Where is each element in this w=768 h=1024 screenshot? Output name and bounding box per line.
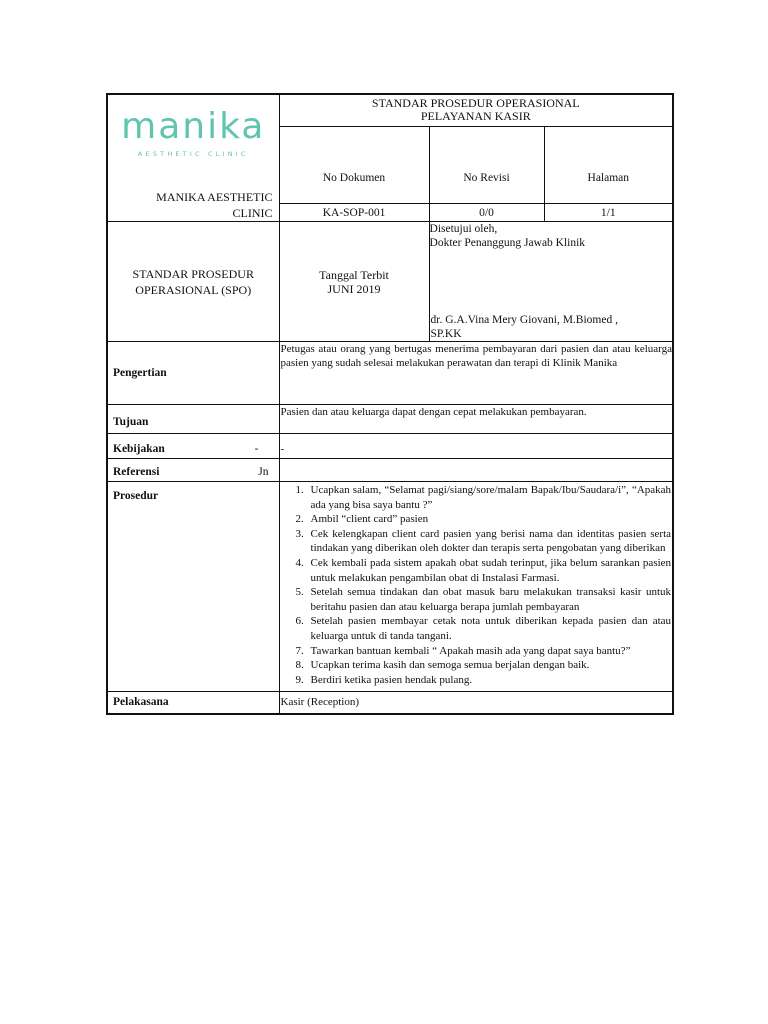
prosedur-steps [279, 482, 673, 692]
page-label: Halaman [544, 126, 673, 203]
spo-title: STANDAR PROSEDUR OPERASIONAL (SPO) [107, 222, 279, 342]
issue-date-label: Tanggal Terbit [319, 267, 389, 282]
tujuan-text: Pasien dan atau keluarga dapat dengan cepat melakukan pembayaran. [279, 405, 673, 434]
kebijakan-label: Kebijakan - [107, 434, 279, 459]
logo-wordmark: manika [121, 106, 266, 147]
referensi-text [279, 459, 673, 482]
logo-subtitle: AESTHETIC CLINIC [137, 150, 249, 158]
kebijakan-text: - [279, 434, 673, 459]
pelaksana-label: Pelakasana [107, 692, 279, 714]
logo-cell [107, 94, 279, 222]
clinic-name: MANIKA AESTHETIC CLINIC [156, 190, 273, 220]
issue-date [279, 222, 429, 342]
revision-label: No Revisi [429, 126, 544, 203]
doc-number-value: KA-SOP-001 [279, 204, 429, 222]
tujuan-label: Tujuan [107, 405, 279, 434]
prosedur-label: Prosedur [107, 482, 279, 692]
prosedur-step: 8. Ucapkan terima kasih dan semoga semua berjalan dengan baik. [307, 658, 672, 673]
pengertian-label: Pengertian [107, 342, 279, 405]
prosedur-step: 2. Ambil “client card” pasien [307, 512, 672, 527]
doc-number-label: No Dokumen [279, 126, 429, 203]
revision-value: 0/0 [429, 204, 544, 222]
prosedur-step: 7. Tawarkan bantuan kembali “ Apakah masih ada yang dapat saya bantu?” [307, 644, 672, 659]
referensi-sub: Jn [258, 466, 269, 478]
prosedur-step: 6. Setelah pasien membayar cetak nota untuk diberikan kepada pasien dan atau keluarga untuk di tanda tangani. [307, 614, 672, 643]
prosedur-step: 5. Setelah semua tindakan dan obat masuk baru melakukan transaksi kasir untuk beritahu pasien dan atau keluarga berapa jumlah pembayaran [307, 585, 672, 614]
prosedur-list [281, 483, 672, 687]
referensi-label: Referensi Jn [107, 459, 279, 482]
prosedur-step: 9. Berdiri ketika pasien hendak pulang. [307, 673, 672, 688]
signatory: dr. G.A.Vina Mery Giovani, M.Biomed , SP.KK [430, 314, 618, 340]
sop-table [106, 93, 674, 715]
kebijakan-dash: - [254, 443, 259, 455]
issue-date-value: JUNI 2019 [327, 281, 381, 296]
pelaksana-text: Kasir (Reception) [279, 692, 673, 714]
pengertian-text: Petugas atau orang yang bertugas menerima pembayaran dari pasien dan atau keluarga pasien yang sudah selesai melakukan perawatan dan terapi di Klinik Manika [279, 342, 673, 405]
prosedur-step: 4. Cek kembali pada sistem apakah obat sudah terinput, jika belum sarankan pasien untuk melakukan pengambilan obat di Instalasi Farmasi. [307, 556, 672, 585]
page-value: 1/1 [544, 204, 673, 222]
clinic-logo [108, 107, 279, 169]
approved-by: Disetujui oleh, [429, 223, 498, 235]
approver-role: Dokter Penanggung Jawab Klinik [429, 237, 586, 249]
document-title: STANDAR PROSEDUR OPERASIONAL PELAYANAN KASIR [279, 94, 673, 126]
prosedur-step: 3. Cek kelengkapan client card pasien yang berisi nama dan identitas pasien serta tindakan yang diberikan oleh dokter dan terapis serta pengobatan yang diberikan [307, 527, 672, 556]
sop-document [106, 93, 672, 715]
prosedur-step: 1. Ucapkan salam, “Selamat pagi/siang/sore/malam Bapak/Ibu/Saudara/i”, “Apakah ada yang bisa saya bantu ?” [307, 483, 672, 512]
approval-cell [429, 222, 673, 342]
